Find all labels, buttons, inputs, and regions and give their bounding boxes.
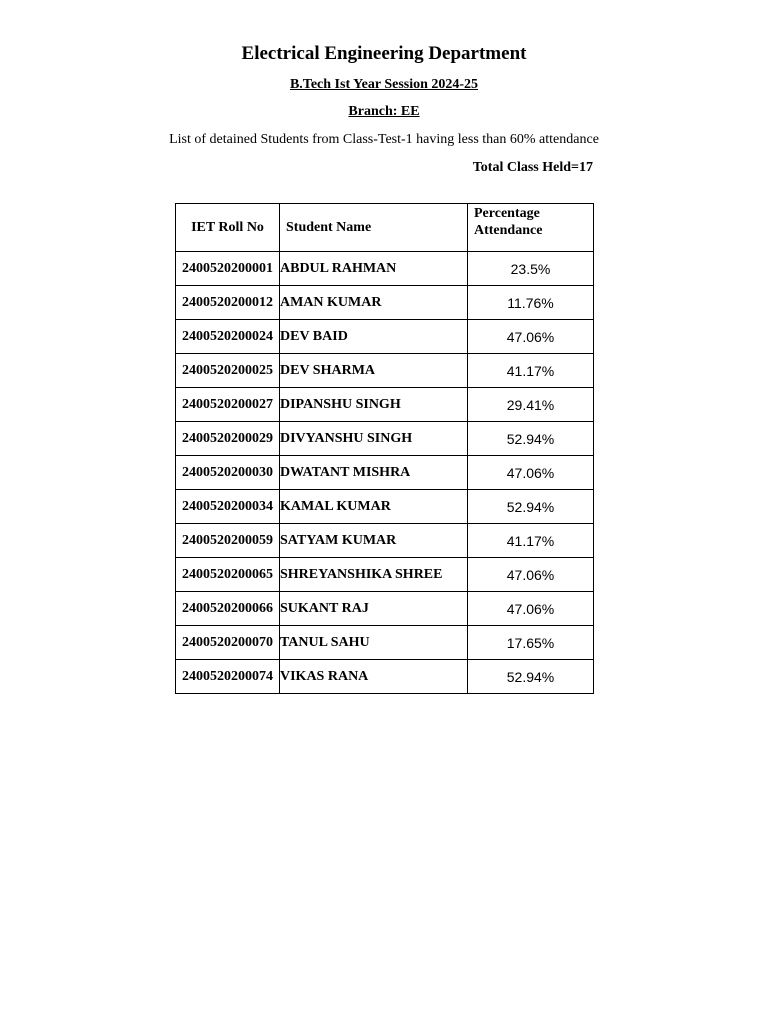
table-row xyxy=(176,524,594,558)
roll-no-cell: 2400520200029 xyxy=(176,422,280,456)
roll-no-cell: 2400520200024 xyxy=(176,320,280,354)
roll-no-cell: 2400520200025 xyxy=(176,354,280,388)
table-row xyxy=(176,490,594,524)
student-name-cell: SHREYANSHIKA SHREE xyxy=(280,558,468,592)
student-name-cell: KAMAL KUMAR xyxy=(280,490,468,524)
student-name-cell: DIVYANSHU SINGH xyxy=(280,422,468,456)
branch-heading xyxy=(0,104,768,120)
header-student-name: Student Name xyxy=(280,204,468,252)
table-row xyxy=(176,388,594,422)
student-name-cell: SUKANT RAJ xyxy=(280,592,468,626)
student-name-cell: AMAN KUMAR xyxy=(280,286,468,320)
roll-no-cell: 2400520200034 xyxy=(176,490,280,524)
student-name-cell: VIKAS RANA xyxy=(280,660,468,694)
attendance-cell: 52.94% xyxy=(468,422,594,456)
student-name-cell: SATYAM KUMAR xyxy=(280,524,468,558)
attendance-cell: 41.17% xyxy=(468,524,594,558)
roll-no-cell: 2400520200027 xyxy=(176,388,280,422)
table-row xyxy=(176,422,594,456)
attendance-cell: 47.06% xyxy=(468,320,594,354)
header-roll-no: IET Roll No xyxy=(176,204,280,252)
attendance-cell: 47.06% xyxy=(468,592,594,626)
header-pct-line1: Percentage xyxy=(474,206,540,221)
table-row xyxy=(176,252,594,286)
attendance-cell: 52.94% xyxy=(468,490,594,524)
attendance-cell: 29.41% xyxy=(468,388,594,422)
department-title: Electrical Engineering Department xyxy=(241,43,527,64)
branch-text: Branch: EE xyxy=(348,104,420,119)
roll-no-cell: 2400520200001 xyxy=(176,252,280,286)
detained-students-table xyxy=(175,203,594,694)
student-name-cell: TANUL SAHU xyxy=(280,626,468,660)
roll-no-cell: 2400520200070 xyxy=(176,626,280,660)
roll-no-cell: 2400520200065 xyxy=(176,558,280,592)
table-row xyxy=(176,626,594,660)
table-row xyxy=(176,456,594,490)
table-row xyxy=(176,660,594,694)
table-row xyxy=(176,558,594,592)
attendance-cell: 41.17% xyxy=(468,354,594,388)
attendance-cell: 52.94% xyxy=(468,660,594,694)
attendance-cell: 47.06% xyxy=(468,456,594,490)
total-classes: Total Class Held=17 xyxy=(472,160,593,175)
attendance-cell: 17.65% xyxy=(468,626,594,660)
session-text: B.Tech Ist Year Session 2024-25 xyxy=(289,77,479,92)
student-name-cell: DWATANT MISHRA xyxy=(280,456,468,490)
roll-no-cell: 2400520200066 xyxy=(176,592,280,626)
table-row xyxy=(176,354,594,388)
table-row xyxy=(176,320,594,354)
table-row xyxy=(176,592,594,626)
student-name-cell: DEV BAID xyxy=(280,320,468,354)
attendance-cell: 47.06% xyxy=(468,558,594,592)
attendance-cell: 23.5% xyxy=(468,252,594,286)
table-header-row xyxy=(176,204,594,252)
roll-no-cell: 2400520200012 xyxy=(176,286,280,320)
student-name-cell: DEV SHARMA xyxy=(280,354,468,388)
roll-no-cell: 2400520200059 xyxy=(176,524,280,558)
header-pct-line2: Attendance xyxy=(474,223,543,238)
roll-no-cell: 2400520200074 xyxy=(176,660,280,694)
attendance-cell: 11.76% xyxy=(468,286,594,320)
student-name-cell: DIPANSHU SINGH xyxy=(280,388,468,422)
session-heading xyxy=(0,77,768,93)
list-description: List of detained Students from Class-Test-1 having less than 60% attendance xyxy=(169,132,599,147)
roll-no-cell: 2400520200030 xyxy=(176,456,280,490)
table-row xyxy=(176,286,594,320)
table-body xyxy=(176,252,594,694)
student-name-cell: ABDUL RAHMAN xyxy=(280,252,468,286)
header-percentage-attendance xyxy=(468,204,594,252)
